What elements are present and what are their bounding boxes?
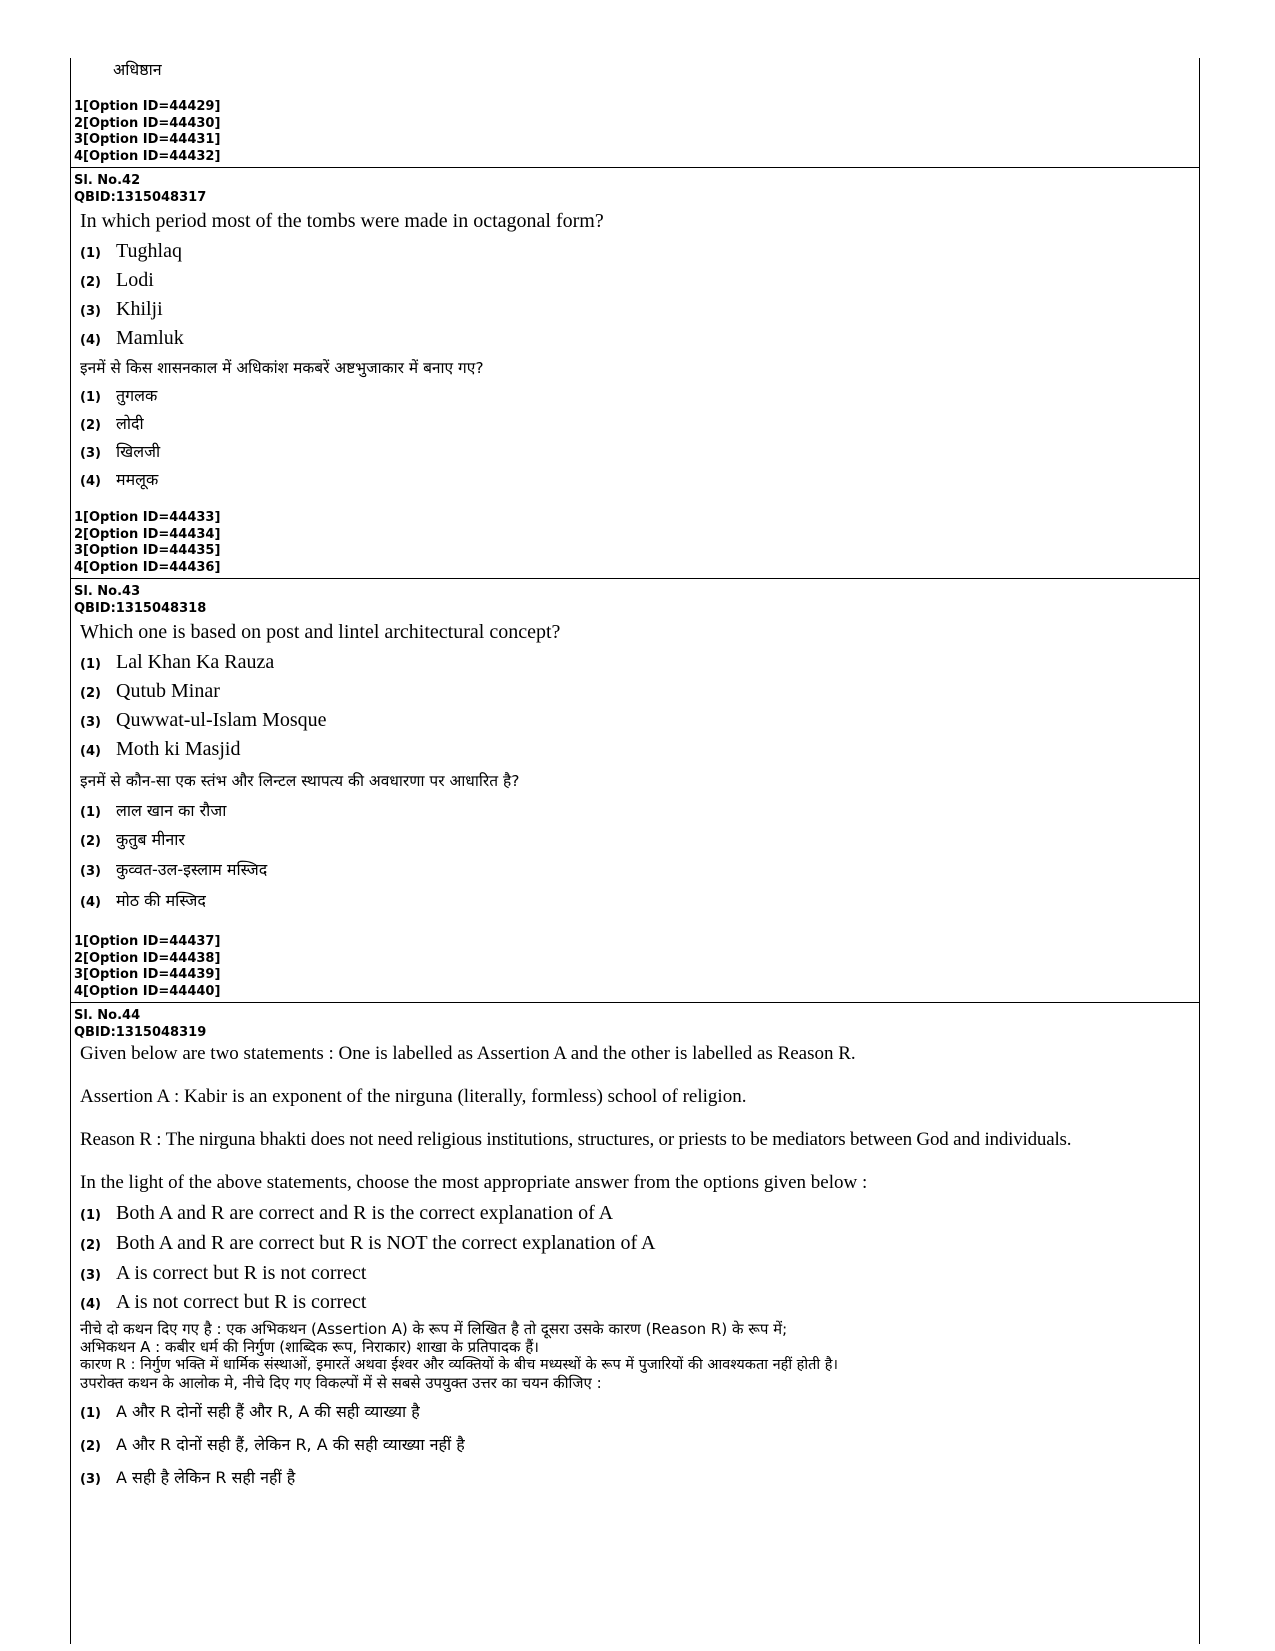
option-fragment: अधिष्ठान [113,60,162,79]
option-number: (3) [80,715,101,730]
hindi-line: नीचे दो कथन दिए गए है : एक अभिकथन (Assertion A) के रूप में लिखित है तो दूसरा उसके कारण (Reason R) के रूप में; [80,1320,788,1338]
option-text: कुव्वत-उल-इस्लाम मस्जिद [116,860,268,879]
option-text: Lodi [116,269,154,291]
option-number: (4) [80,744,101,759]
option-number: (1) [80,657,101,672]
option-id: 1[Option ID=44429] [74,99,221,114]
option-id: 4[Option ID=44432] [74,148,221,164]
option-text: A और R दोनों सही हैं, लेकिन R, A की सही व्याख्या नहीं है [116,1435,465,1454]
option-number: (1) [80,246,101,261]
option-number: (3) [80,1268,101,1283]
option-text: Tughlaq [116,240,182,262]
question-paper [70,58,1200,1644]
option-en [71,1232,1199,1262]
question-text-hi: इनमें से कौन-सा एक स्तंभ और लिन्टल स्थापत्य की अवधारणा पर आधारित है? [80,772,520,790]
option-en [71,651,1199,680]
question-text-hi: इनमें से किस शासनकाल में अधिकांश मकबरें अष्टभुजाकार में बनाए गए? [80,359,484,377]
option-number: (4) [80,1297,101,1312]
option-id: 1[Option ID=44437] [74,934,221,949]
option-number: (3) [80,446,101,461]
option-id: 3[Option ID=44431] [74,132,221,147]
option-text: कुतुब मीनार [116,830,185,849]
option-id: 3[Option ID=44435] [74,543,221,558]
option-text: लाल खान का रौजा [116,801,227,820]
assertion-text-en: Assertion A : Kabir is an exponent of the nirguna (literally, formless) school of religion. [80,1086,747,1107]
hindi-line: अभिकथन A : कबीर धर्म की निर्गुण (शाब्दिक रूप, निराकार) शाखा के प्रतिपादक हैं। [80,1338,539,1356]
option-hi [71,384,1199,412]
option-text: A is correct but R is not correct [116,1262,367,1284]
option-number: (4) [80,333,101,348]
option-en [71,680,1199,709]
option-number: (3) [80,864,101,879]
option-number: (2) [80,686,101,701]
option-hi [71,1400,1199,1433]
option-hi [71,1433,1199,1466]
options-hi [71,384,1199,496]
option-en [71,738,1199,769]
option-text: Both A and R are correct but R is NOT the correct explanation of A [116,1232,656,1254]
instruction-text-en: In the light of the above statements, choose the most appropriate answer from the options given below : [80,1172,868,1193]
options-hi [71,1400,1199,1496]
option-number: (2) [80,834,101,849]
serial-number: Sl. No.42 [74,173,141,188]
option-hi [71,889,1199,918]
option-id: 2[Option ID=44438] [74,950,221,966]
option-id: 4[Option ID=44440] [74,983,221,999]
hindi-statement-block [71,1320,1199,1392]
option-hi [71,1466,1199,1496]
option-text: मोठ की मस्जिद [116,891,206,910]
options-en [71,651,1199,769]
option-text: A और R दोनों सही हैं और R, A की सही व्याख्या है [116,1402,420,1421]
option-number: (1) [80,1406,101,1421]
option-text: Both A and R are correct and R is the correct explanation of A [116,1202,614,1224]
option-text: तुगलक [116,386,158,405]
option-number: (2) [80,1238,101,1253]
option-text: Qutub Minar [116,680,220,702]
option-en [71,1262,1199,1291]
question-44 [71,1003,1199,1496]
option-en [71,269,1199,298]
option-en [71,1202,1199,1232]
option-hi [71,412,1199,440]
option-id-list [71,934,220,1000]
option-text: खिलजी [116,442,161,461]
option-id-list [71,99,220,165]
hindi-line: कारण R : निर्गुण भक्ति में धार्मिक संस्थाओं, इमारतें अथवा ईश्वर और व्यक्तियों के बीच मध्यस्थों के रूप में पुजारियों की आवश्यकता नहीं होती है। [80,1357,838,1373]
qbid: QBID:1315048318 [74,600,207,616]
option-number: (1) [80,390,101,405]
options-en [71,1202,1199,1318]
option-text: A सही है लेकिन R सही नहीं है [116,1468,296,1487]
options-hi [71,799,1199,918]
qbid: QBID:1315048319 [74,1024,207,1040]
option-text: Khilji [116,298,163,320]
option-text: लोदी [116,414,144,433]
option-text: ममलूक [116,470,159,489]
options-en [71,240,1199,356]
option-number: (3) [80,1472,101,1487]
option-hi [71,468,1199,496]
question-text-en: Which one is based on post and lintel architectural concept? [80,621,561,643]
option-text: Lal Khan Ka Rauza [116,651,275,673]
option-en [71,1291,1199,1318]
option-number: (1) [80,1208,101,1223]
option-text: Mamluk [116,327,184,349]
reason-text-en: Reason R : The nirguna bhakti does not need religious institutions, structures, or priests to be mediators between God and individuals. [80,1129,1072,1150]
option-id: 1[Option ID=44433] [74,510,221,525]
serial-number: Sl. No.43 [74,584,141,599]
hindi-line: उपरोक्त कथन के आलोक मे, नीचे दिए गए विकल्पों में से सबसे उपयुक्त उत्तर का चयन कीजिए : [80,1374,602,1392]
option-en [71,327,1199,356]
option-text: Moth ki Masjid [116,738,241,760]
option-hi [71,828,1199,858]
option-number: (2) [80,418,101,433]
option-id: 2[Option ID=44430] [74,115,221,131]
question-42 [71,168,1199,579]
option-number: (2) [80,1439,101,1454]
option-id: 2[Option ID=44434] [74,526,221,542]
option-hi [71,440,1199,468]
option-id-list [71,510,220,576]
option-hi [71,858,1199,889]
option-en [71,709,1199,738]
option-number: (4) [80,895,101,910]
qbid: QBID:1315048317 [74,189,207,205]
option-id: 4[Option ID=44436] [74,559,221,575]
option-number: (1) [80,805,101,820]
option-en [71,240,1199,269]
option-number: (3) [80,304,101,319]
option-text: Quwwat-ul-Islam Mosque [116,709,327,731]
intro-text-en: Given below are two statements : One is labelled as Assertion A and the other is labelled as Reason R. [80,1043,856,1064]
option-hi [71,799,1199,828]
option-text: A is not correct but R is correct [116,1291,367,1313]
option-number: (4) [80,474,101,489]
question-41-tail [71,58,1199,168]
option-id: 3[Option ID=44439] [74,967,221,982]
option-en [71,298,1199,327]
serial-number: Sl. No.44 [74,1008,141,1023]
question-43 [71,579,1199,1003]
option-number: (2) [80,275,101,290]
question-text-en: In which period most of the tombs were made in octagonal form? [80,210,604,232]
